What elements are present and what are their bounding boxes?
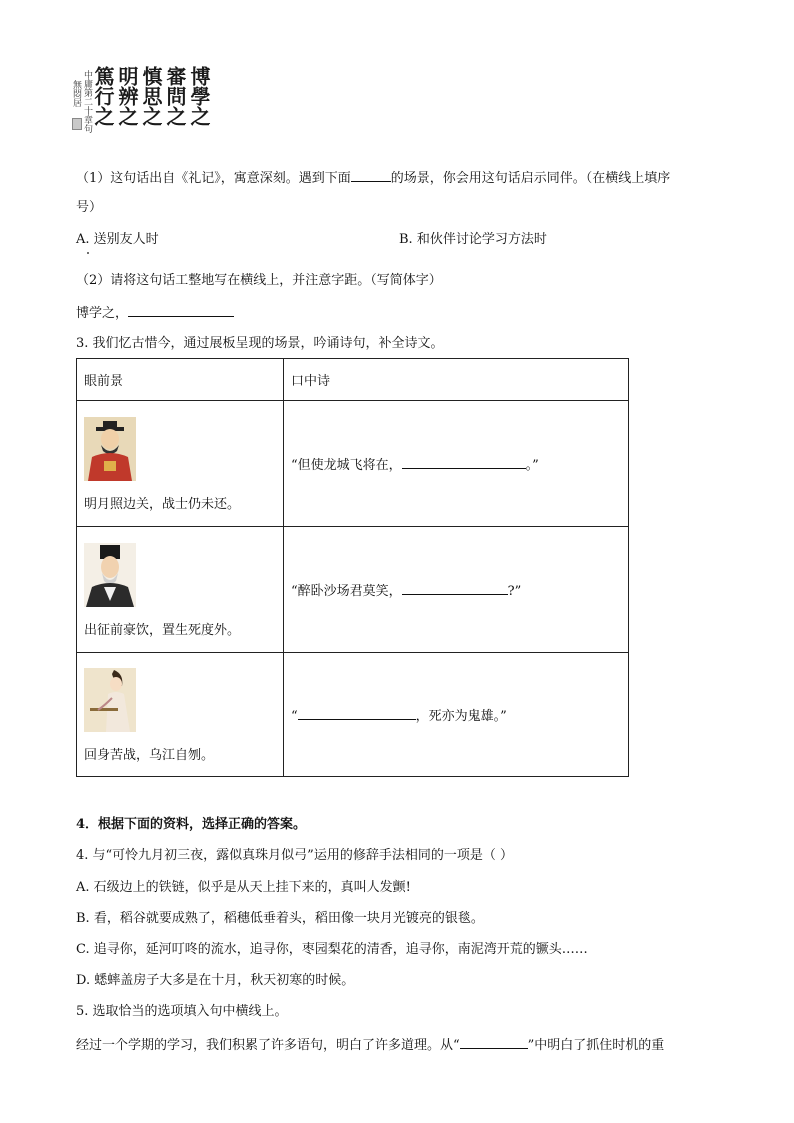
seal-stamp	[72, 118, 82, 130]
q2-answer-line	[76, 303, 234, 323]
table-row	[77, 653, 629, 777]
poem-text: “但使龙城飞将在，	[291, 458, 402, 473]
calligraphy-signature: 無悶居	[71, 80, 81, 107]
poem-table	[76, 358, 629, 777]
q4-option-c: C. 追寻你，延河叮咚的流水，追寻你，枣园梨花的清香，追寻你，南泥湾开荒的镢头……	[76, 942, 588, 957]
q1-blank[interactable]	[351, 168, 391, 182]
poem-text-end: ?”	[507, 584, 522, 599]
q5-text-pre: 经过一个学期的学习，我们积累了许多语句，明白了许多道理。从“	[76, 1038, 460, 1053]
q1-text: （1）这句话出自《礼记》，寓意深刻。遇到下面	[76, 171, 351, 186]
q4-option-a: A. 石级边上的铁链，似乎是从天上挂下来的，真叫人发颤!	[76, 880, 411, 895]
scene-caption: 回身苦战，乌江自刎。	[84, 748, 215, 763]
q1-prompt	[76, 168, 670, 188]
poem-cell	[284, 401, 629, 527]
poem-blank[interactable]	[402, 455, 526, 469]
calligraphy-column: 審問之	[163, 66, 187, 126]
q1-prompt-line2: 号）	[76, 200, 103, 215]
scene-caption: 明月照边关，战士仍未还。	[84, 497, 241, 512]
calligraphy-image	[71, 66, 220, 144]
table-row	[77, 401, 629, 527]
q3-prompt: 3. 我们忆古惜今，通过展板呈现的场景，吟诵诗句，补全诗文。	[76, 336, 444, 351]
q4-option-b: B. 看，稻谷就要成熟了，稻穗低垂着头，稻田像一块月光镀亮的银毯。	[76, 911, 484, 926]
q1-option-a: A. 送别友人时	[76, 232, 159, 247]
q4-option-d: D. 蟋蟀盖房子大多是在十月，秋天初寒的时候。	[76, 973, 355, 988]
poem-blank[interactable]	[298, 706, 416, 720]
calligraphy-column: 博學之	[187, 66, 211, 126]
poem-text: “醉卧沙场君莫笑，	[291, 584, 402, 599]
lady-painting-image	[84, 668, 136, 732]
poem-text-end: 。”	[525, 458, 539, 473]
q4-prompt: 4. 与“可怜九月初三夜，露似真珠月似弓”运用的修辞手法相同的一项是（ ）	[76, 848, 513, 863]
table-header-cell: 眼前景	[77, 359, 284, 401]
poem-blank[interactable]	[402, 581, 508, 595]
q1-option-b: B. 和伙伴讨论学习方法时	[399, 232, 547, 247]
poem-text: “	[291, 709, 298, 724]
q5-text-post: ”中明白了抓住时机的重	[527, 1038, 665, 1053]
scene-cell	[77, 653, 284, 777]
scene-cell	[77, 527, 284, 653]
table-header-row	[77, 359, 629, 401]
table-header-cell: 口中诗	[284, 359, 629, 401]
poem-text-end: ，死亦为鬼雄。”	[415, 709, 507, 724]
q5-prompt: 5. 选取恰当的选项填入句中横线上。	[76, 1004, 288, 1019]
q2-prompt: （2）请将这句话工整地写在横线上，并注意字距。（写简体字）	[76, 273, 442, 288]
poem-cell	[284, 653, 629, 777]
q2-answer-prefix: 博学之，	[76, 306, 129, 321]
scene-caption: 出征前豪饮，置生死度外。	[84, 623, 241, 638]
q5-text	[76, 1035, 664, 1055]
general-portrait-image	[84, 417, 136, 481]
section-4-heading: 4．根据下面的资料，选择正确的答案。	[76, 817, 307, 832]
calligraphy-column: 篤行之	[91, 66, 115, 126]
q5-blank[interactable]	[460, 1035, 528, 1049]
scene-cell	[77, 401, 284, 527]
poem-cell	[284, 527, 629, 653]
q2-blank[interactable]	[128, 303, 234, 317]
q1-text-after: 的场景，你会用这句话启示同伴。（在横线上填序	[390, 171, 671, 186]
calligraphy-column: 慎思之	[139, 66, 163, 126]
dot-mark	[87, 252, 89, 254]
poet-portrait-image	[84, 543, 136, 607]
calligraphy-column: 明辨之	[115, 66, 139, 126]
calligraphy-inscription: 中庸第二十章句	[82, 70, 92, 133]
table-row	[77, 527, 629, 653]
